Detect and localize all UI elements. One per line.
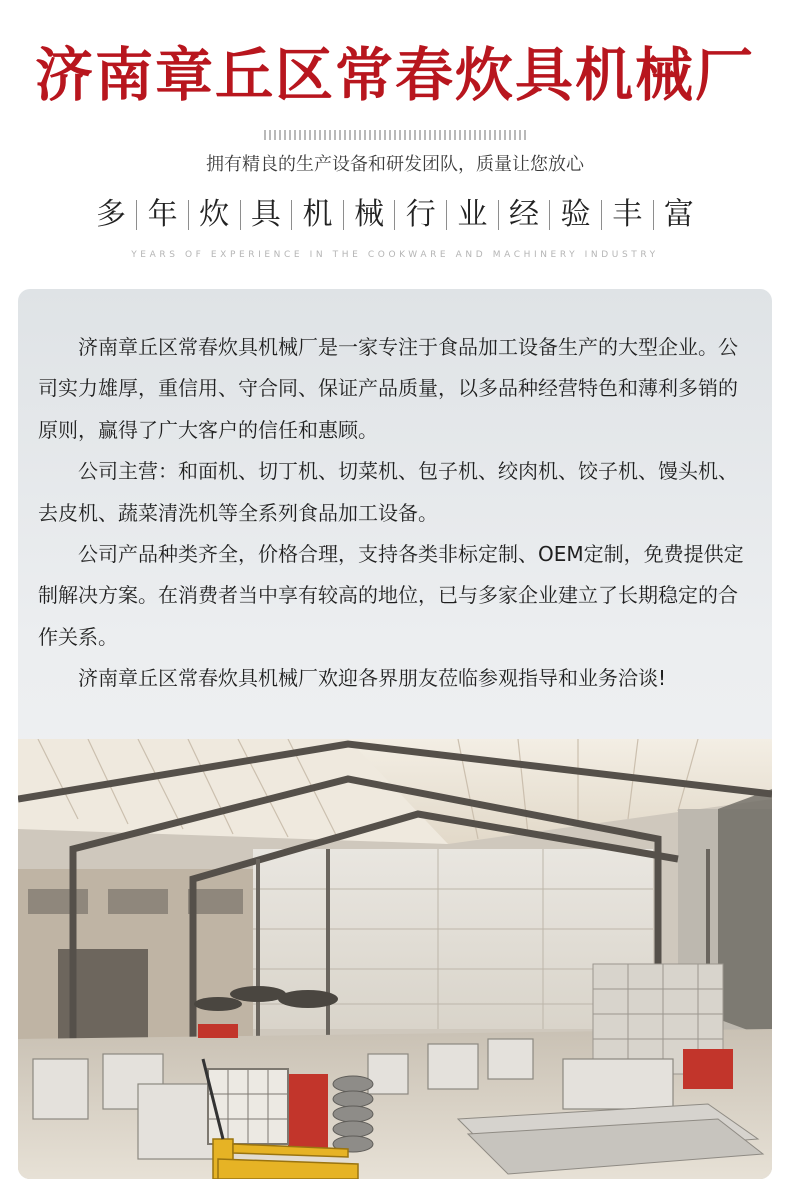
slogan-divider: [240, 200, 241, 230]
slogan-divider: [291, 200, 292, 230]
slogan-char: 械: [354, 197, 385, 232]
page-title: 济南章丘区常春炊具机械厂: [34, 41, 755, 109]
slogan-divider: [394, 200, 395, 230]
slogan-divider: [549, 200, 550, 230]
intro-paragraph: 济南章丘区常春炊具机械厂是一家专注于食品加工设备生产的大型企业。公司实力雄厚，重信用、守合同、保证产品质量，以多品种经营特色和薄利多销的原则，赢得了广大客户的信任和惠顾。: [38, 335, 738, 442]
slogan-divider: [601, 200, 602, 230]
slogan: [94, 196, 696, 234]
slogan-char: 多: [96, 197, 126, 232]
slogan-divider: [188, 200, 189, 230]
slogan-divider: [446, 200, 447, 230]
intro-paragraph: 济南章丘区常春炊具机械厂欢迎各界朋友莅临参观指导和业务洽谈!: [78, 666, 667, 691]
english-tagline: YEARS OF EXPERIENCE IN THE COOKWARE AND MACHINERY INDUSTRY: [131, 250, 659, 260]
slogan-char: 具: [250, 197, 281, 232]
intro-paragraph: 公司主营：和面机、切丁机、切菜机、包子机、绞肉机、饺子机、馒头机、去皮机、蔬菜清洗机等全系列食品加工设备。: [38, 459, 738, 525]
slogan-char: 经: [509, 197, 539, 232]
slogan-char: 丰: [612, 197, 643, 232]
factory-workshop-icon: [18, 739, 772, 1179]
slogan-char: 炊: [199, 197, 230, 232]
factory-photo: [18, 739, 772, 1179]
slogan-divider: [653, 200, 654, 230]
intro-paragraph: 公司产品种类齐全，价格合理，支持各类非标定制、OEM定制，免费提供定制解决方案。在消费者当中享有较高的地位，已与多家企业建立了长期稳定的合作关系。: [38, 542, 744, 649]
slogan-char: 机: [302, 197, 333, 232]
decorative-stripes: [264, 130, 526, 140]
slogan-char: 业: [457, 197, 488, 232]
slogan-divider: [343, 200, 344, 230]
slogan-divider: [136, 200, 137, 230]
slogan-char: 富: [663, 197, 694, 232]
intro-text: [38, 327, 750, 700]
slogan-divider: [498, 200, 499, 230]
slogan-char: 验: [560, 197, 591, 232]
intro-card: [18, 289, 772, 1179]
slogan-char: 行: [405, 197, 436, 232]
slogan-char: 年: [147, 197, 178, 232]
subtitle: 拥有精良的生产设备和研发团队，质量让您放心: [206, 154, 584, 175]
